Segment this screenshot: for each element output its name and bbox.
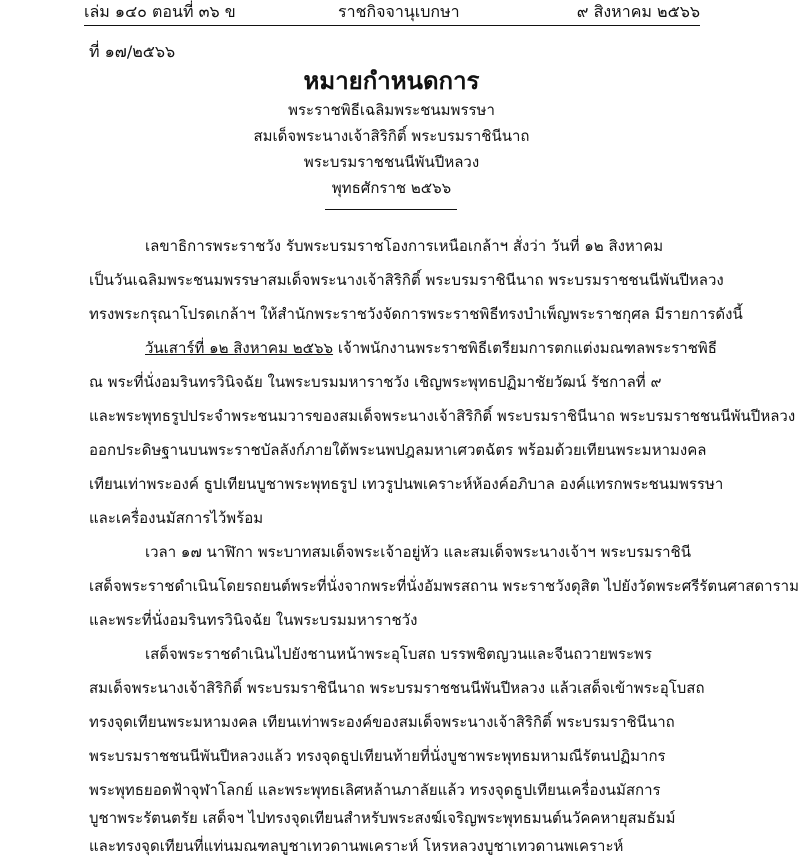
paragraph-line: พระบรมราชชนนีพันปีหลวงแล้ว ทรงจุดธูปเทียนท้ายที่นั่งบูชาพระพุทธมหามณีรัตนปฏิมากร — [89, 747, 666, 765]
paragraph-line: ทรงพระกรุณาโปรดเกล้าฯ ให้สำนักพระราชวังจัดการพระราชพิธีทรงบำเพ็ญพระราชกุศล มีรายการดังนี้ — [89, 305, 743, 323]
paragraph-line: เลขาธิการพระราชวัง รับพระบรมราชโองการเหนือเกล้าฯ สั่งว่า วันที่ ๑๒ สิงหาคม — [145, 237, 664, 255]
paragraph-line: เสด็จพระราชดำเนินไปยังชานหน้าพระอุโบสถ บรรพชิตญวนและจีนถวายพระพร — [145, 645, 652, 663]
title-divider — [325, 209, 457, 210]
paragraph-line: เสด็จพระราชดำเนินโดยรถยนต์พระที่นั่งจากพระที่นั่งอัมพรสถาน พระราชวังดุสิต ไปยังวัดพระศรีรัตนศาสดาราม — [89, 577, 799, 595]
header-divider — [84, 25, 700, 26]
event-date: วันเสาร์ที่ ๑๒ สิงหาคม ๒๕๖๖ — [145, 339, 334, 357]
paragraph-line: เวลา ๑๗ นาฬิกา พระบาทสมเด็จพระเจ้าอยู่หัว และสมเด็จพระนางเจ้าฯ พระบรมราชินี — [145, 543, 691, 561]
document-number: ที่ ๑๗/๒๕๖๖ — [89, 42, 176, 61]
paragraph-line: สมเด็จพระนางเจ้าสิริกิติ์ พระบรมราชินีนาถ พระบรมราชชนนีพันปีหลวง แล้วเสด็จเข้าพระอุโบสถ — [89, 679, 705, 697]
paragraph-line: เป็นวันเฉลิมพระชนมพรรษาสมเด็จพระนางเจ้าสิริกิติ์ พระบรมราชินีนาถ พระบรมราชชนนีพันปีหลวง — [89, 271, 724, 289]
paragraph-line: ทรงจุดเทียนพระมหามงคล เทียนเท่าพระองค์ของสมเด็จพระนางเจ้าสิริกิติ์ พระบรมราชินีนาถ — [89, 713, 675, 731]
paragraph-line: และพระพุทธรูปประจำพระชนมวารของสมเด็จพระนางเจ้าสิริกิติ์ พระบรมราชินีนาถ พระบรมราชชนนีพันปีหลวง — [89, 407, 796, 425]
paragraph-line: และพระที่นั่งอมรินทรวินิจฉัย ในพระบรมมหาราชวัง — [89, 611, 418, 629]
title-line: พระราชพิธีเฉลิมพระชนมพรรษา — [288, 101, 495, 119]
paragraph-line: เทียนเท่าพระองค์ ธูปเทียนบูชาพระพุทธรูป เทวรูปนพเคราะห์ห้องค์อภิบาล องค์แทรกพระชนมพรรษา — [89, 475, 724, 493]
paragraph-line: และเครื่องนมัสการไว้พร้อม — [89, 509, 264, 527]
page-title: หมายกำหนดการ — [303, 67, 480, 95]
paragraph-line: ณ พระที่นั่งอมรินทรวินิจฉัย ในพระบรมมหาราชวัง เชิญพระพุทธปฏิมาชัยวัฒน์ รัชกาลที่ ๙ — [89, 373, 662, 391]
paragraph-line — [145, 336, 717, 360]
header-gazette-name: ราชกิจจานุเบกษา — [338, 2, 460, 21]
paragraph-line: บูชาพระรัตนตรัย เสด็จฯ ไปทรงจุดเทียนสำหรับพระสงฆ์เจริญพระพุทธมนต์นวัคคหายุสมธัมม์ — [89, 809, 676, 827]
title-line: พระบรมราชชนนีพันปีหลวง — [303, 153, 480, 171]
paragraph-line: พระพุทธยอดฟ้าจุฬาโลกย์ และพระพุทธเลิศหล้านภาลัยแล้ว ทรงจุดธูปเทียนเครื่องนมัสการ — [89, 781, 661, 799]
header-volume: เล่ม ๑๔๐ ตอนที่ ๓๖ ข — [84, 2, 236, 21]
paragraph-line: และทรงจุดเทียนที่แท่นมณฑลบูชาเทวดานพเคราะห์ โหรหลวงบูชาเทวดานพเคราะห์ — [89, 837, 624, 855]
paragraph-line: ออกประดิษฐานบนพระราชบัลลังก์ภายใต้พระนพปฎลมหาเศวตฉัตร พร้อมด้วยเทียนพระมหามงคล — [89, 441, 707, 459]
title-line: พุทธศักราช ๒๕๖๖ — [331, 179, 452, 197]
title-line: สมเด็จพระนางเจ้าสิริกิติ์ พระบรมราชินีนาถ — [253, 127, 530, 145]
paragraph-text: เจ้าพนักงานพระราชพิธีเตรียมการตกแต่งมณฑลพระราชพิธี — [333, 339, 717, 357]
header-date: ๙ สิงหาคม ๒๕๖๖ — [576, 2, 700, 21]
